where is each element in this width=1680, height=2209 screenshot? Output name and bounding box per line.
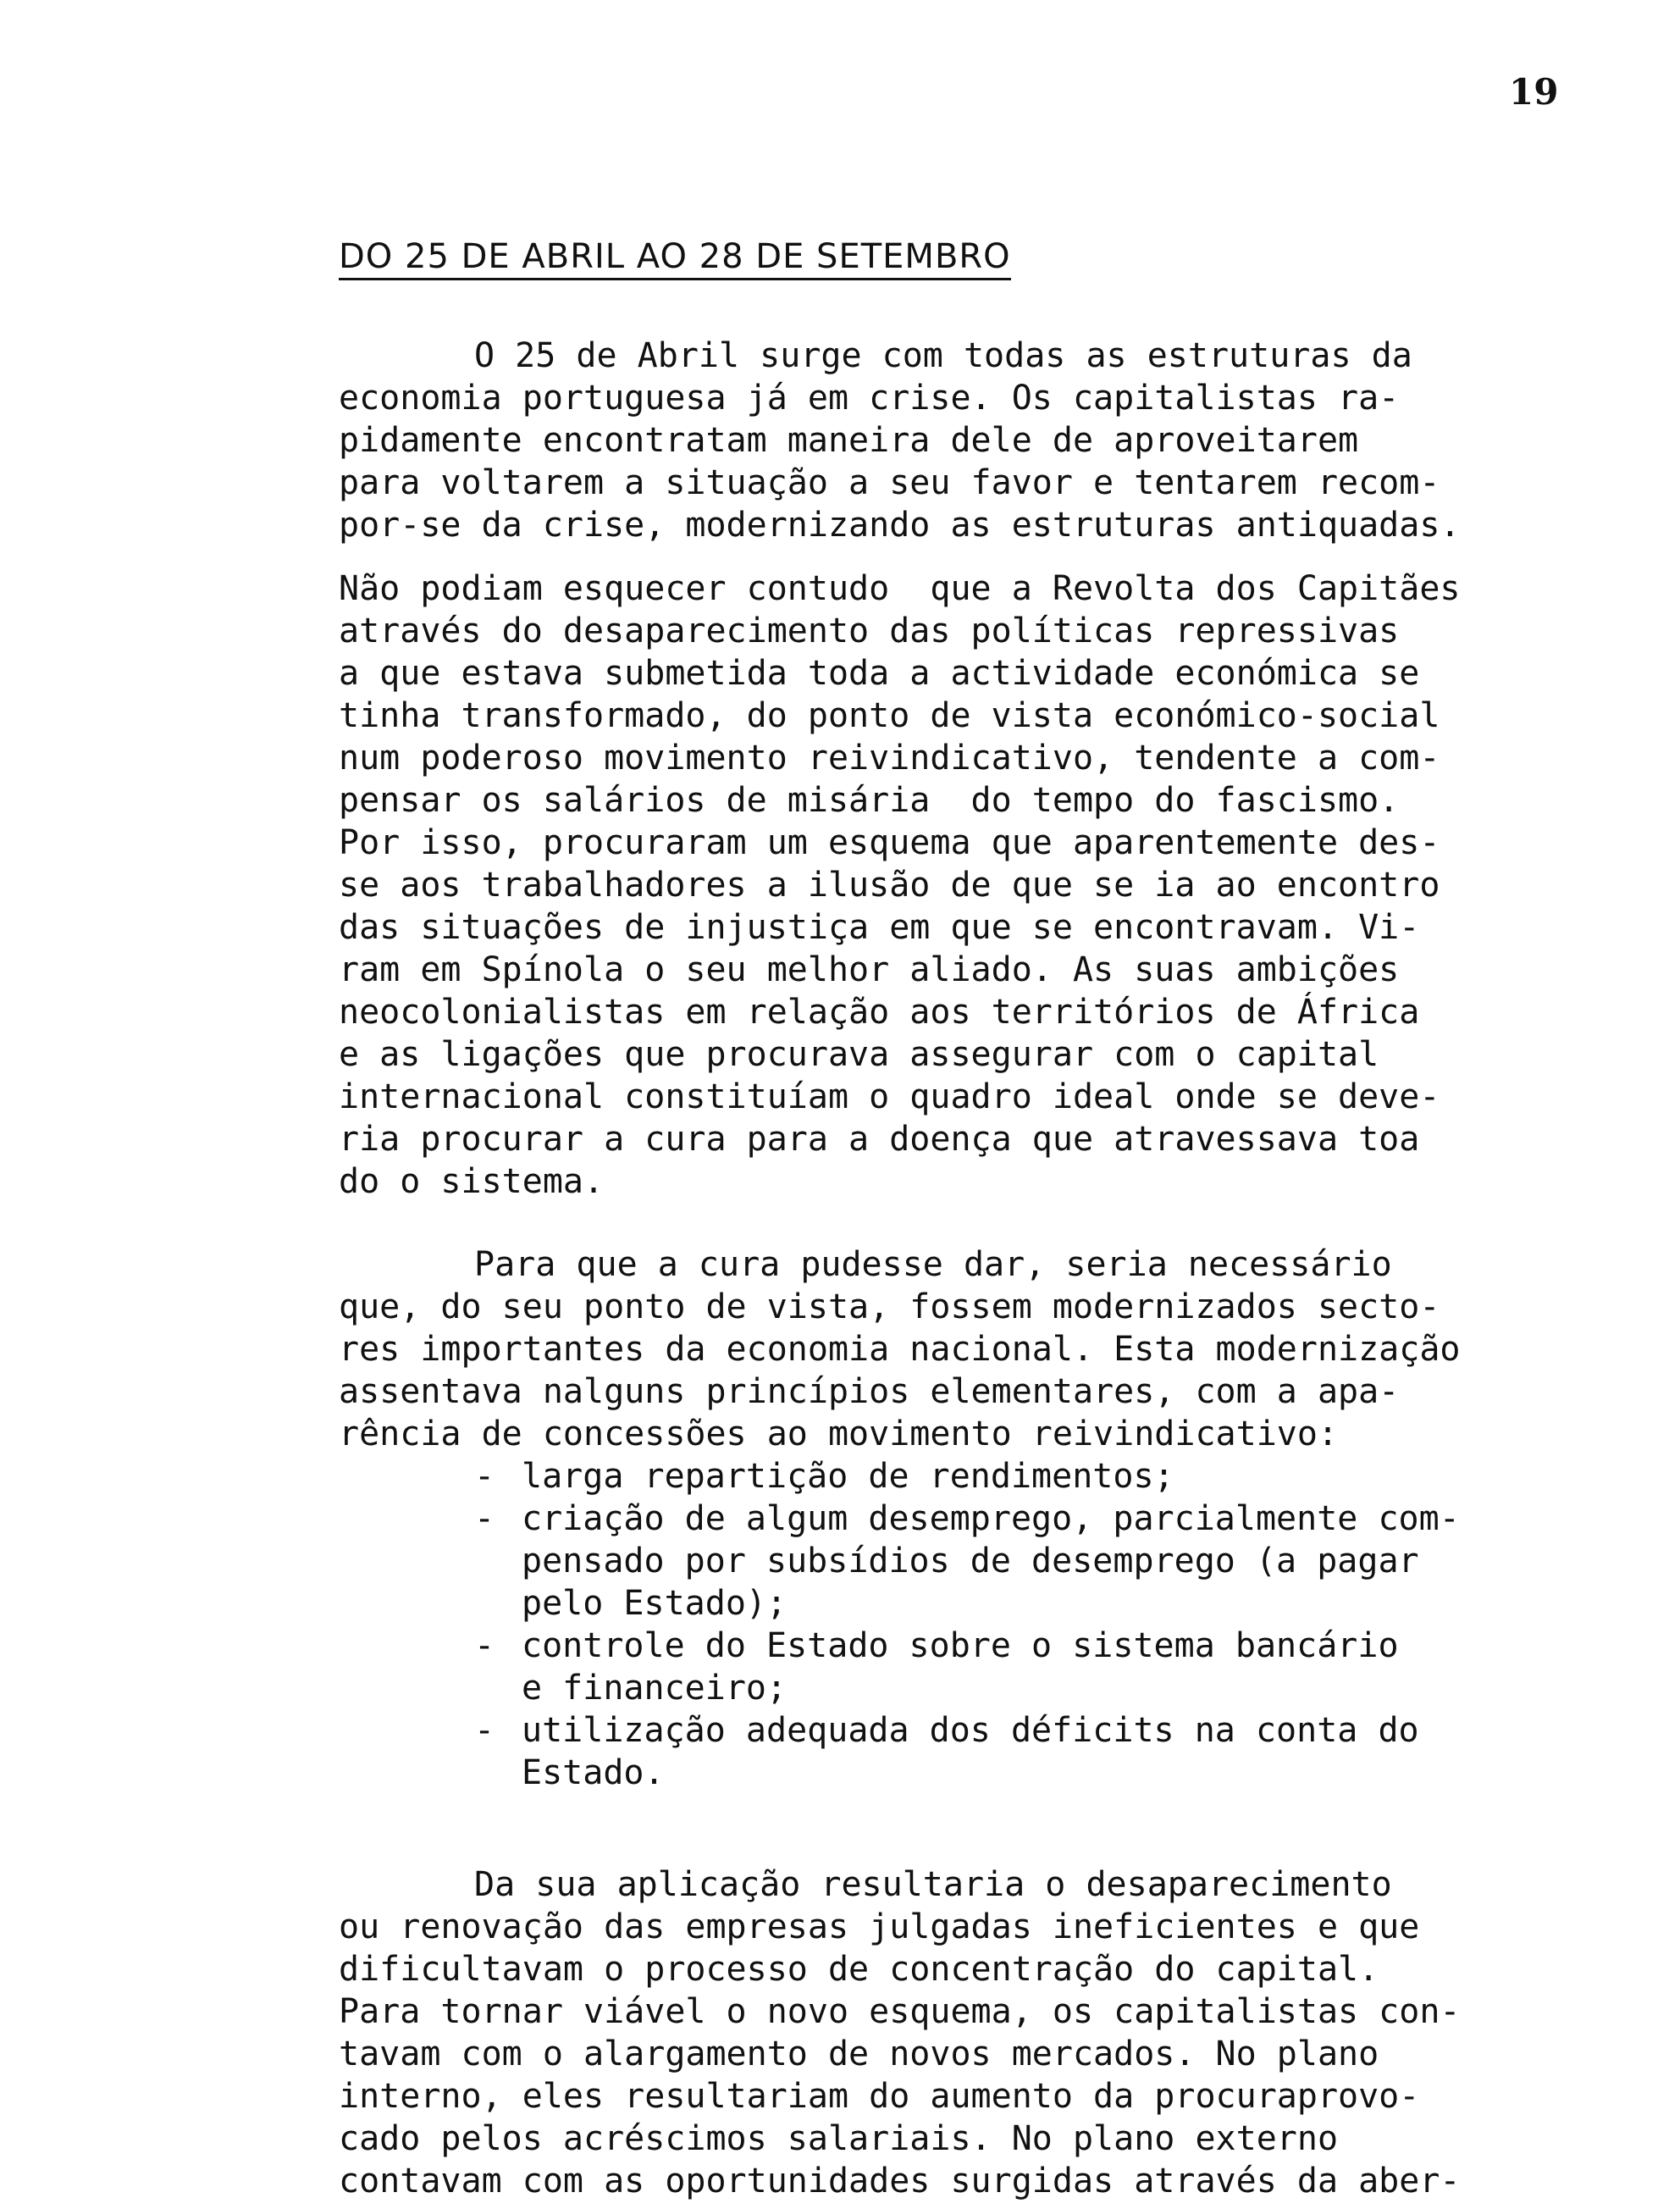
list-item-line: utilização adequada dos déficits na conta do <box>522 1711 1419 1750</box>
paragraph-line: Para tornar viável o novo esquema, os capitalistas con- <box>339 1992 1461 2031</box>
paragraph-1 <box>339 335 1461 546</box>
paragraph-line: tinha transformado, do ponto de vista económico-social <box>339 696 1440 735</box>
paragraph-line: contavam com as oportunidades surgidas através da aber- <box>339 2162 1461 2201</box>
paragraph-line: pidamente encontratam maneira dele de aproveitarem <box>339 421 1359 460</box>
page-number: 19 <box>1509 71 1559 113</box>
paragraph-line: a que estava submetida toda a actividade económica se <box>339 654 1420 693</box>
paragraph-line: Por isso, procuraram um esquema que aparentemente des- <box>339 823 1440 862</box>
paragraph-line: O 25 de Abril surge com todas as estruturas da <box>474 336 1412 375</box>
list-item <box>474 1709 1460 1794</box>
paragraph-line: Para que a cura pudesse dar, seria necessário <box>474 1245 1392 1284</box>
list-item <box>474 1625 1460 1709</box>
list-dash: - <box>474 1711 495 1750</box>
paragraph-line: Não podiam esquecer contudo que a Revolta dos Capitães <box>339 569 1461 608</box>
paragraph-line: ou renovação das empresas julgadas ineficientes e que <box>339 1907 1420 1946</box>
paragraph-line: interno, eles resultariam do aumento da procuraprovo- <box>339 2077 1420 2116</box>
paragraph-line: cado pelos acréscimos salariais. No plano externo <box>339 2119 1339 2158</box>
paragraph-line: num poderoso movimento reivindicativo, tendente a com- <box>339 739 1440 778</box>
list-dash: - <box>474 1499 495 1538</box>
paragraph-line: ria procurar a cura para a doença que atravessava toa <box>339 1120 1420 1159</box>
chapter-title: DO 25 DE ABRIL AO 28 DE SETEMBRO <box>339 237 1011 280</box>
list-item-line: Estado. <box>522 1753 665 1792</box>
list-item-line: controle do Estado sobre o sistema bancário <box>522 1626 1399 1665</box>
paragraph-line: Da sua aplicação resultaria o desaparecimento <box>474 1865 1392 1904</box>
list-item <box>474 1498 1460 1625</box>
list-item-line: pelo Estado); <box>522 1584 788 1623</box>
paragraph-line: dificultavam o processo de concentração do capital. <box>339 1950 1379 1989</box>
paragraph-line: neocolonialistas em relação aos territórios de África <box>339 993 1420 1032</box>
paragraph-line: rência de concessões ao movimento reivindicativo: <box>339 1415 1339 1453</box>
list-item-line: e financeiro; <box>522 1669 788 1708</box>
paragraph-line: para voltarem a situação a seu favor e tentarem recom- <box>339 463 1440 502</box>
paragraph-line: por-se da crise, modernizando as estruturas antiquadas. <box>339 506 1461 545</box>
list-item-line: criação de algum desemprego, parcialmente com- <box>522 1499 1460 1538</box>
list-item <box>474 1455 1460 1498</box>
paragraph-line: através do desaparecimento das políticas repressivas <box>339 612 1400 651</box>
paragraph-2 <box>339 567 1461 1203</box>
list-item-line: pensado por subsídios de desemprego (a pagar <box>522 1542 1419 1581</box>
paragraph-4 <box>339 1863 1461 2202</box>
paragraph-line: assentava nalguns princípios elementares, com a apa- <box>339 1372 1400 1411</box>
paragraph-line: tavam com o alargamento de novos mercados. No plano <box>339 2035 1379 2073</box>
paragraph-line: que, do seu ponto de vista, fossem modernizados secto- <box>339 1287 1440 1326</box>
paragraph-line: ram em Spínola o seu melhor aliado. As suas ambições <box>339 950 1400 989</box>
paragraph-line: res importantes da economia nacional. Esta modernização <box>339 1330 1461 1369</box>
paragraph-line: economia portuguesa já em crise. Os capitalistas ra- <box>339 379 1400 418</box>
paragraph-line: se aos trabalhadores a ilusão de que se ia ao encontro <box>339 866 1440 905</box>
paragraph-line: do o sistema. <box>339 1162 605 1201</box>
paragraph-line: pensar os salários de misária do tempo do fascismo. <box>339 781 1400 820</box>
paragraph-line: e as ligações que procurava assegurar com o capital <box>339 1035 1379 1074</box>
list-dash: - <box>474 1457 495 1496</box>
paragraph-line: das situações de injustiça em que se encontravam. Vi- <box>339 908 1420 947</box>
list-item-line: larga repartição de rendimentos; <box>522 1457 1174 1496</box>
list-dash: - <box>474 1626 495 1665</box>
bullet-list <box>474 1455 1460 1794</box>
paragraph-line: internacional constituíam o quadro ideal onde se deve- <box>339 1077 1440 1116</box>
paragraph-3 <box>339 1243 1461 1455</box>
